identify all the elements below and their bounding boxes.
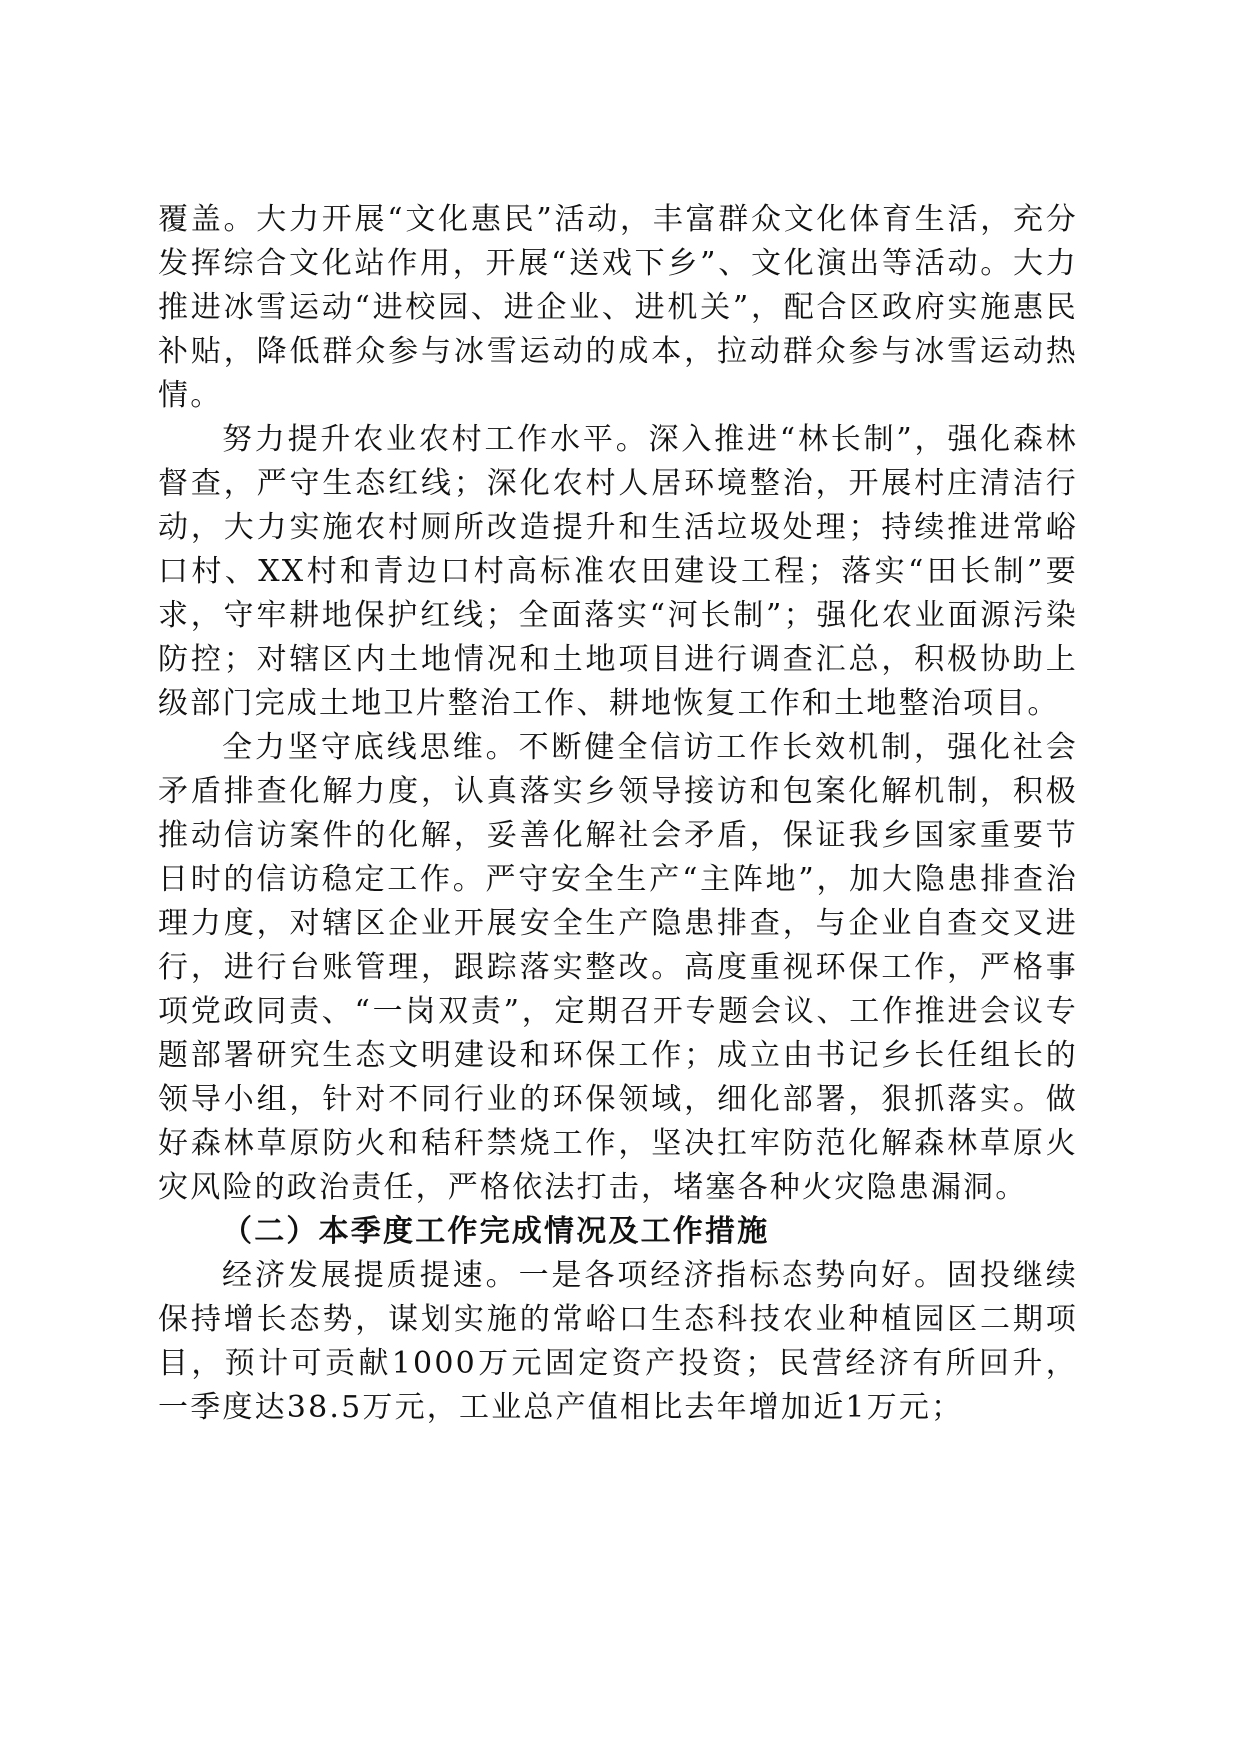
paragraph-agriculture: 努力提升农业农村工作水平。深入推进“林长制”，强化森林督查，严守生态红线；深化农村人居环境整治，开展村庄清洁行动，大力实施农村厕所改造提升和生活垃圾处理；持续推进常峪口村、XX村和青边口村高标准农田建设工程；落实“田长制”要求，守牢耕地保护红线；全面落实“河长制”；强化农业面源污染防控；对辖区内土地情况和土地项目进行调查汇总，积极协助上级部门完成土地卫片整治工作、耕地恢复工作和土地整治项目。 (158, 422, 1078, 721)
paragraph-economy: 经济发展提质提速。一是各项经济指标态势向好。固投继续保持增长态势，谋划实施的常峪口生态科技农业种植园区二期项目，预计可贡献1000万元固定资产投资；民营经济有所回升，一季度达38.5万元，工业总产值相比去年增加近1万元； (158, 1258, 1078, 1425)
paragraph-bottom-line: 全力坚守底线思维。不断健全信访工作长效机制，强化社会矛盾排查化解力度，认真落实乡领导接访和包案化解机制，积极推动信访案件的化解，妥善化解社会矛盾，保证我乡国家重要节日时的信访稳定工作。严守安全生产“主阵地”，加大隐患排查治理力度，对辖区企业开展安全生产隐患排查，与企业自查交叉进行，进行台账管理，跟踪落实整改。高度重视环保工作，严格事项党政同责、“一岗双责”，定期召开专题会议、工作推进会议专题部署研究生态文明建设和环保工作；成立由书记乡长任组长的领导小组，针对不同行业的环保领域，细化部署，狠抓落实。做好森林草原防火和秸秆禁烧工作，坚决扛牢防范化解森林草原火灾风险的政治责任，严格依法打击，堵塞各种火灾隐患漏洞。 (158, 730, 1078, 1205)
document-body (158, 198, 1078, 1430)
paragraph-culture-continued: 覆盖。大力开展“文化惠民”活动，丰富群众文化体育生活，充分发挥综合文化站作用，开展“送戏下乡”、文化演出等活动。大力推进冰雪运动“进校园、进企业、进机关”，配合区政府实施惠民补贴，降低群众参与冰雪运动的成本，拉动群众参与冰雪运动热情。 (158, 202, 1078, 413)
section-heading: （二）本季度工作完成情况及工作措施 (222, 1214, 770, 1249)
